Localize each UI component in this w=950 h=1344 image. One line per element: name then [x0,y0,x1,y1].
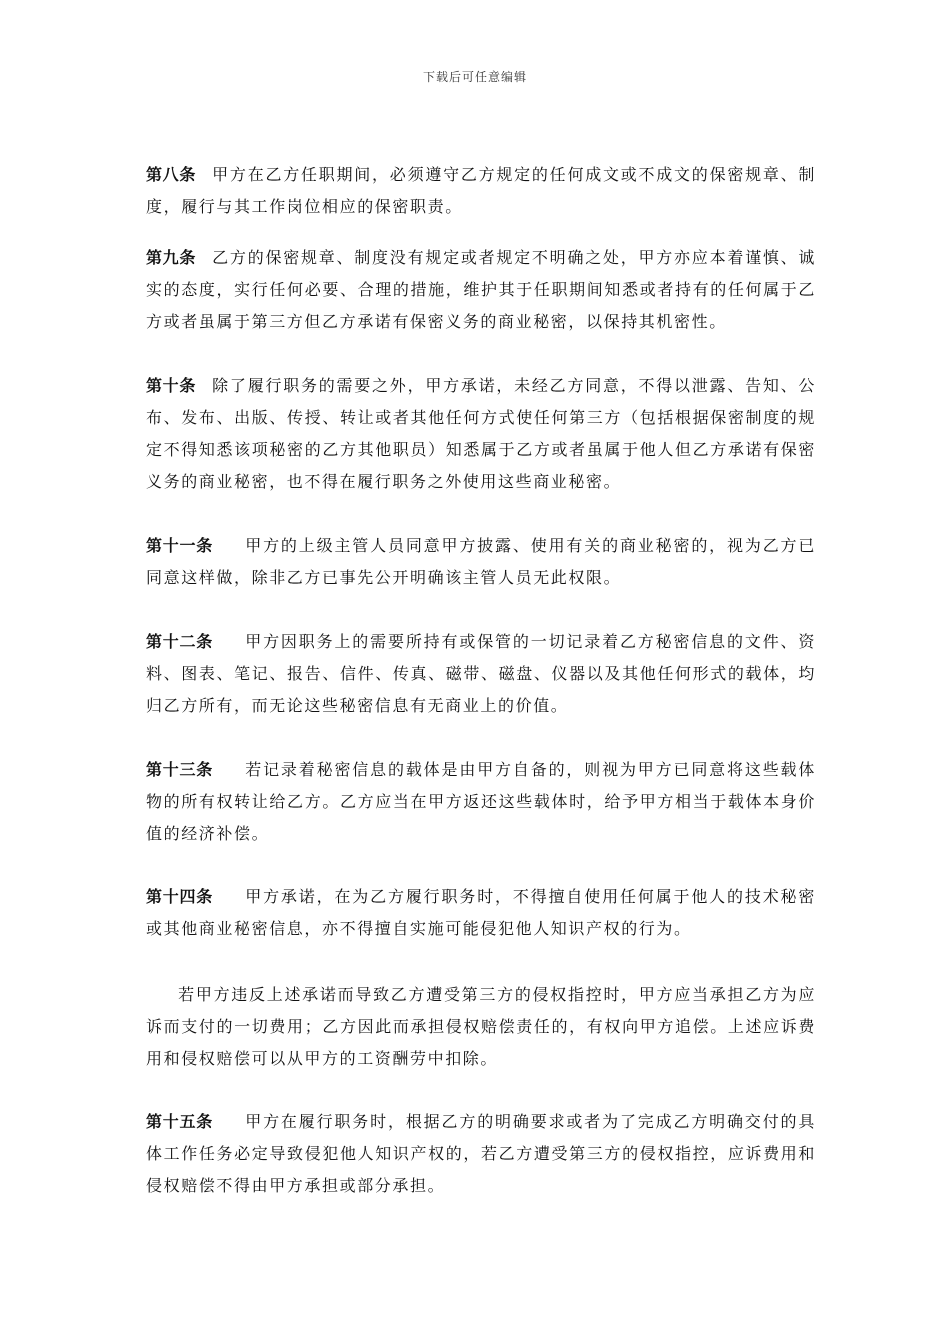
article-text: 甲方在乙方任职期间，必须遵守乙方规定的任何成文或不成文的保密规章、制度，履行与其工作岗位相应的保密职责。 [146,165,816,216]
article-14 [146,881,816,945]
article-text: 若记录着秘密信息的载体是由甲方自备的，则视为甲方已同意将这些载体物的所有权转让给乙方。乙方应当在甲方返还这些载体时，给予甲方相当于载体本身价值的经济补偿。 [146,760,816,843]
article-12 [146,626,816,722]
article-15 [146,1106,816,1202]
article-label: 第十一条 [146,536,213,555]
article-text: 乙方的保密规章、制度没有规定或者规定不明确之处，甲方亦应本着谨慎、诚实的态度，实行任何必要、合理的措施，维护其于任职期间知悉或者持有的任何属于乙方或者虽属于第三方但乙方承诺有保密义务的商业秘密，以保持其机密性。 [146,248,816,331]
article-11 [146,530,816,594]
article-text: 甲方的上级主管人员同意甲方披露、使用有关的商业秘密的，视为乙方已同意这样做，除非乙方已事先公开明确该主管人员无此权限。 [146,536,816,587]
article-label: 第十三条 [146,760,213,779]
article-label: 第十条 [146,376,196,395]
article-text: 甲方因职务上的需要所持有或保管的一切记录着乙方秘密信息的文件、资料、图表、笔记、报告、信件、传真、磁带、磁盘、仪器以及其他任何形式的载体，均归乙方所有，而无论这些秘密信息有无商业上的价值。 [146,632,816,715]
article-text: 除了履行职务的需要之外，甲方承诺，未经乙方同意，不得以泄露、告知、公布、发布、出版、传授、转让或者其他任何方式使任何第三方（包括根据保密制度的规定不得知悉该项秘密的乙方其他职员）知悉属于乙方或者虽属于他人但乙方承诺有保密义务的商业秘密，也不得在履行职务之外使用这些商业秘密。 [146,376,816,491]
article-13 [146,754,816,850]
article-label: 第十五条 [146,1112,213,1131]
article-label: 第十四条 [146,887,213,906]
article-text: 甲方在履行职务时，根据乙方的明确要求或者为了完成乙方明确交付的具体工作任务必定导致侵犯他人知识产权的，若乙方遭受第三方的侵权指控，应诉费用和侵权赔偿不得由甲方承担或部分承担。 [146,1112,816,1195]
article-8 [146,159,816,223]
article-label: 第九条 [146,248,196,267]
article-text: 若甲方违反上述承诺而导致乙方遭受第三方的侵权指控时，甲方应当承担乙方为应诉而支付的一切费用；乙方因此而承担侵权赔偿责任的，有权向甲方追偿。上述应诉费用和侵权赔偿可以从甲方的工资酬劳中扣除。 [146,985,816,1068]
article-9 [146,242,816,338]
article-14-continuation [146,979,816,1075]
article-10 [146,370,816,498]
page-header: 下载后可任意编辑 [422,70,527,84]
article-text: 甲方承诺，在为乙方履行职务时，不得擅自使用任何属于他人的技术秘密或其他商业秘密信息，亦不得擅自实施可能侵犯他人知识产权的行为。 [146,887,816,938]
article-label: 第十二条 [146,632,213,651]
article-label: 第八条 [146,165,196,184]
